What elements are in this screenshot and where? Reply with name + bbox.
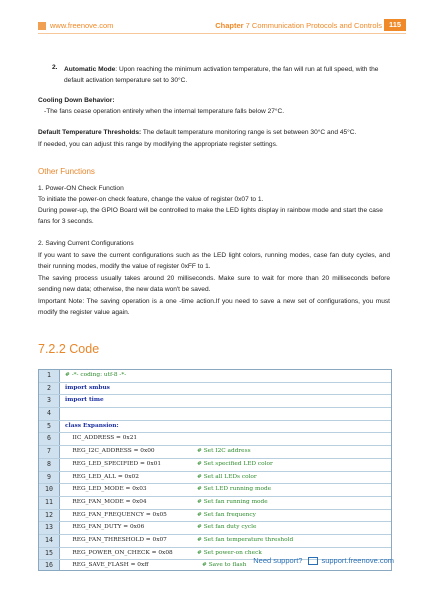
line-number: 10 xyxy=(39,484,60,496)
code-statement: REG_I2C_ADDRESS = 0x00 xyxy=(65,448,155,455)
code-block[interactable] xyxy=(38,369,392,571)
code-text xyxy=(60,497,391,509)
power-on-title: 1. Power-ON Check Function xyxy=(38,185,124,192)
code-statement: REG_LED_SPECIFIED = 0x01 xyxy=(65,460,162,467)
automatic-mode-text: : Upon reaching the minimum activation temperature, the fan will run at full speed, with the default activation temperature set to 30°C. xyxy=(64,66,379,84)
code-text xyxy=(60,522,391,534)
code-line xyxy=(39,408,391,421)
code-text xyxy=(60,510,391,522)
line-number: 4 xyxy=(39,408,60,420)
line-number: 5 xyxy=(39,421,60,433)
line-number: 7 xyxy=(39,446,60,458)
code-text xyxy=(60,408,391,420)
code-text: class Expansion: xyxy=(60,421,391,433)
code-line xyxy=(39,535,391,548)
code-comment: # Save to flash xyxy=(202,562,247,569)
power-on-line-1: To initiate the power-on check feature, change the value of register 0x07 to 1. xyxy=(38,196,264,203)
code-line xyxy=(39,472,391,485)
code-comment: # Set fan running mode xyxy=(197,498,268,505)
code-text: import time xyxy=(60,395,391,407)
code-comment: # Set power-on check xyxy=(197,549,262,556)
line-number: 6 xyxy=(39,433,60,445)
code-text xyxy=(60,484,391,496)
line-number: 2 xyxy=(39,383,60,395)
code-statement: REG_FAN_MODE = 0x04 xyxy=(65,498,147,505)
code-comment: # Set LED running mode xyxy=(197,486,272,493)
code-statement: REG_FAN_THRESHOLD = 0x07 xyxy=(65,536,167,543)
code-comment: # Set fan temperature threshold xyxy=(197,536,294,543)
code-text: IIC_ADDRESS = 0x21 xyxy=(60,433,391,445)
code-text: import smbus xyxy=(60,383,391,395)
code-statement: REG_LED_MODE = 0x03 xyxy=(65,486,147,493)
section-heading-code: 7.2.2 Code xyxy=(38,342,100,356)
saving-line-2: The saving process usually takes around 20 milliseconds. Make sure to wait for more than 20 milliseconds before sending new data; otherwise, the new data won't be saved. xyxy=(38,275,390,293)
line-number: 13 xyxy=(39,522,60,534)
support-footer xyxy=(253,556,394,565)
line-number: 11 xyxy=(39,497,60,509)
code-line xyxy=(39,383,391,396)
code-line xyxy=(39,421,391,434)
other-functions-heading: Other Functions xyxy=(38,167,95,176)
code-text xyxy=(60,446,391,458)
need-support-text: Need support? xyxy=(253,556,303,565)
chapter-name: 7 Communication Protocols and Controls xyxy=(245,21,382,30)
thresholds-text: The default temperature monitoring range is set between 30°C and 45°C. xyxy=(141,129,357,136)
line-number: 16 xyxy=(39,560,60,571)
thresholds-text-2: If needed, you can adjust this range by modifying the appropriate register settings. xyxy=(38,141,278,148)
saving-line-1: If you want to save the current configurations such as the LED light colors, running modes, case fan duty cycles, and their running modes, modify the value of register 0xFF to 1. xyxy=(38,252,390,270)
code-text xyxy=(60,472,391,484)
site-logo-square xyxy=(38,22,46,30)
automatic-mode-title: Automatic Mode xyxy=(64,66,116,73)
automatic-mode-paragraph xyxy=(64,64,384,86)
code-line xyxy=(39,446,391,459)
code-statement: REG_FAN_FREQUENCY = 0x05 xyxy=(65,511,167,518)
code-statement: REG_SAVE_FLASH = 0xff xyxy=(65,562,149,569)
code-line xyxy=(39,484,391,497)
line-number: 8 xyxy=(39,459,60,471)
line-number: 9 xyxy=(39,472,60,484)
line-number: 15 xyxy=(39,548,60,560)
code-line xyxy=(39,433,391,446)
line-number: 3 xyxy=(39,395,60,407)
support-link[interactable]: support.freenove.com xyxy=(321,556,394,565)
code-line xyxy=(39,497,391,510)
thresholds-heading: Default Temperature Thresholds: xyxy=(38,129,142,136)
code-comment: # Set I2C address xyxy=(197,448,251,455)
header-divider xyxy=(38,33,406,34)
line-number: 12 xyxy=(39,510,60,522)
code-line xyxy=(39,459,391,472)
cooling-heading xyxy=(38,96,390,107)
site-url[interactable]: www.freenove.com xyxy=(50,21,114,30)
envelope-icon xyxy=(308,557,318,565)
line-number: 1 xyxy=(39,370,60,382)
code-comment: # Set all LEDs color xyxy=(197,473,257,480)
code-line xyxy=(39,395,391,408)
code-text: # -*- coding: utf-8 -*- xyxy=(60,370,391,382)
page-number: 115 xyxy=(384,19,406,31)
saving-line-3: Important Note: The saving operation is a one -time action.If you need to save a new set of configurations, you must modify the register value again. xyxy=(38,298,390,316)
code-comment: # Set fan frequency xyxy=(197,511,256,518)
code-statement: REG_LED_ALL = 0x02 xyxy=(65,473,139,480)
code-statement: REG_FAN_DUTY = 0x06 xyxy=(65,524,145,531)
code-line xyxy=(39,370,391,383)
list-number: 2. xyxy=(52,64,58,71)
chapter-title xyxy=(215,21,382,30)
cooling-heading-text: Cooling Down Behavior: xyxy=(38,97,115,104)
code-text xyxy=(60,535,391,547)
line-number: 14 xyxy=(39,535,60,547)
saving-title: 2. Saving Current Configurations xyxy=(38,240,134,247)
thresholds-paragraph xyxy=(38,128,390,139)
code-line xyxy=(39,510,391,523)
code-line xyxy=(39,522,391,535)
code-statement: REG_POWER_ON_CHECK = 0x08 xyxy=(65,549,173,556)
chapter-label: Chapter xyxy=(215,21,244,30)
cooling-text: -The fans cease operation entirely when the internal temperature falls below 27°C. xyxy=(44,108,285,115)
code-text xyxy=(60,459,391,471)
power-on-line-2: During power-up, the GPIO Board will be controlled to make the LED lights display in rainbow mode and start the case fans for 3 seconds. xyxy=(38,207,383,225)
code-comment: # Set fan duty cycle xyxy=(197,524,257,531)
code-comment: # Set specified LED color xyxy=(197,460,273,467)
